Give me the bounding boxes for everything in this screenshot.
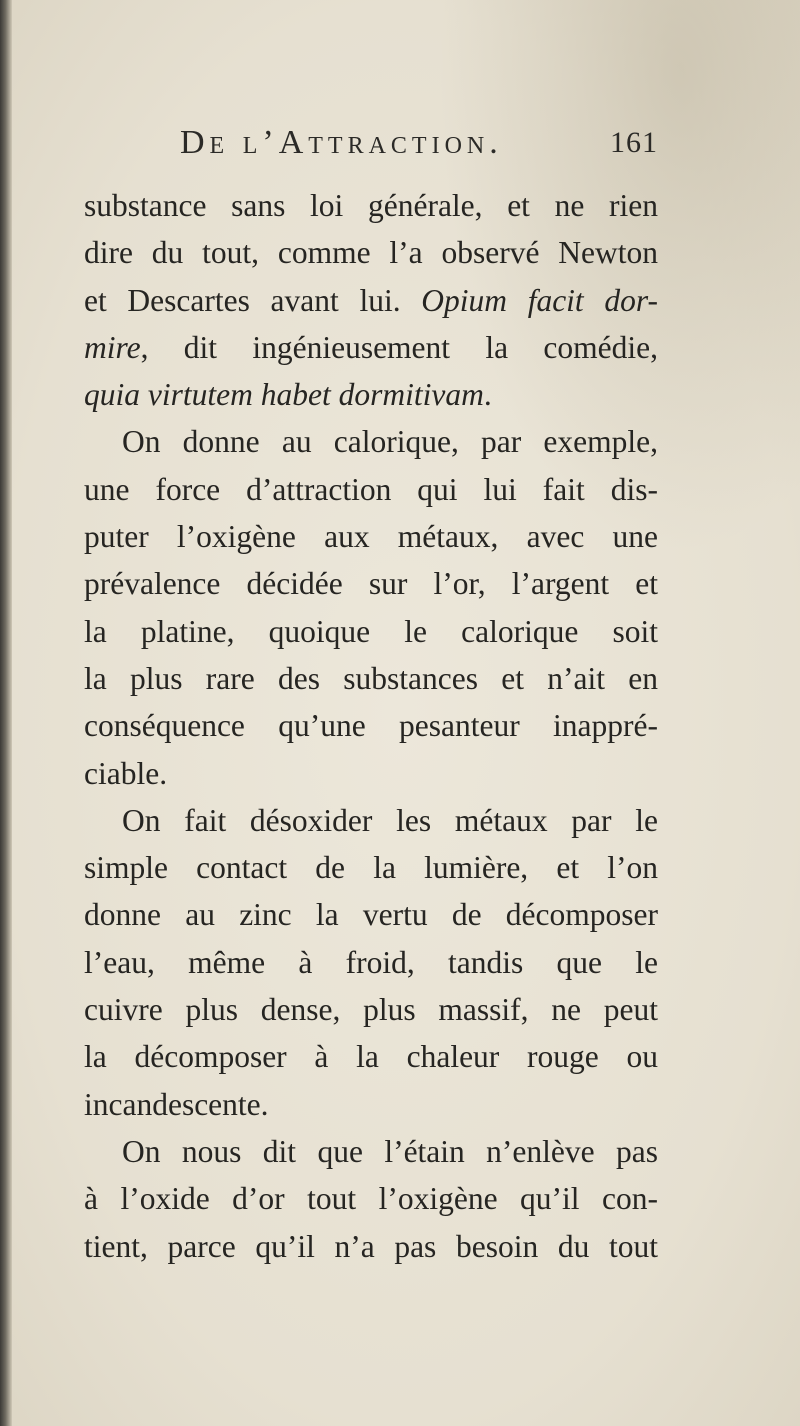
- text-line: [84, 939, 658, 986]
- text-line: [84, 1128, 658, 1175]
- running-head: De l’Attraction.: [180, 124, 503, 161]
- text-line: [84, 1081, 658, 1128]
- latin-quote: quia virtutem habet dormitivam: [84, 377, 484, 413]
- text-line: [84, 750, 658, 797]
- text-line: [84, 986, 658, 1033]
- line-text: l’eau, même à froid, tandis que le: [84, 944, 658, 980]
- latin-quote: Opium facit dor-: [421, 282, 658, 318]
- page-header: [180, 124, 658, 170]
- line-text: ciable.: [84, 755, 168, 791]
- line-text: On donne au calorique, par exemple,: [122, 424, 658, 460]
- latin-quote: mire: [84, 329, 141, 365]
- text-line: [84, 655, 658, 702]
- line-text: la plus rare des substances et n’ait en: [84, 660, 658, 696]
- line-text: substance sans loi générale, et ne rien: [84, 188, 658, 223]
- text-line: [84, 182, 658, 229]
- line-text: On fait désoxider les métaux par le: [122, 802, 658, 838]
- text-line: [84, 560, 658, 607]
- text-line: [84, 608, 658, 655]
- text-line: [84, 277, 658, 324]
- text-line: [84, 797, 658, 844]
- line-text: et Descartes avant lui.: [84, 282, 422, 318]
- line-text: à l’oxide d’or tout l’oxigène qu’il con-: [84, 1181, 658, 1217]
- text-line: [84, 1223, 658, 1270]
- line-text: donne au zinc la vertu de décomposer: [84, 897, 658, 933]
- text-line: [84, 844, 658, 891]
- text-line: [84, 371, 658, 418]
- line-text: la platine, quoique le calorique soit: [84, 613, 658, 649]
- body-text: [84, 182, 658, 1270]
- line-text: tient, parce qu’il n’a pas besoin du tout: [84, 1228, 658, 1264]
- text-line: [84, 1175, 658, 1222]
- text-line: [84, 229, 658, 276]
- text-line: [84, 418, 658, 465]
- line-text: dire du tout, comme l’a observé Newton: [84, 235, 658, 271]
- text-line: [84, 1033, 658, 1080]
- text-line: [84, 702, 658, 749]
- line-text: simple contact de la lumière, et l’on: [84, 850, 658, 886]
- line-text: cuivre plus dense, plus massif, ne peut: [84, 992, 658, 1028]
- line-text: On nous dit que l’étain n’enlève pas: [122, 1133, 658, 1169]
- book-spine-edge: [0, 0, 12, 1426]
- text-line: [84, 324, 658, 371]
- line-text: la décomposer à la chaleur rouge ou: [84, 1039, 658, 1075]
- line-text: .: [483, 377, 492, 413]
- line-text: conséquence qu’une pesanteur inappré-: [84, 708, 658, 744]
- page-number: 161: [610, 126, 658, 159]
- line-text: , dit ingénieusement la comédie,: [140, 329, 658, 365]
- line-text: puter l’oxigène aux métaux, avec une: [84, 519, 658, 555]
- text-line: [84, 513, 658, 560]
- line-text: une force d’attraction qui lui fait dis-: [84, 471, 658, 507]
- text-line: [84, 891, 658, 938]
- line-text: incandescente.: [84, 1086, 269, 1122]
- line-text: prévalence décidée sur l’or, l’argent et: [84, 566, 658, 602]
- text-line: [84, 466, 658, 513]
